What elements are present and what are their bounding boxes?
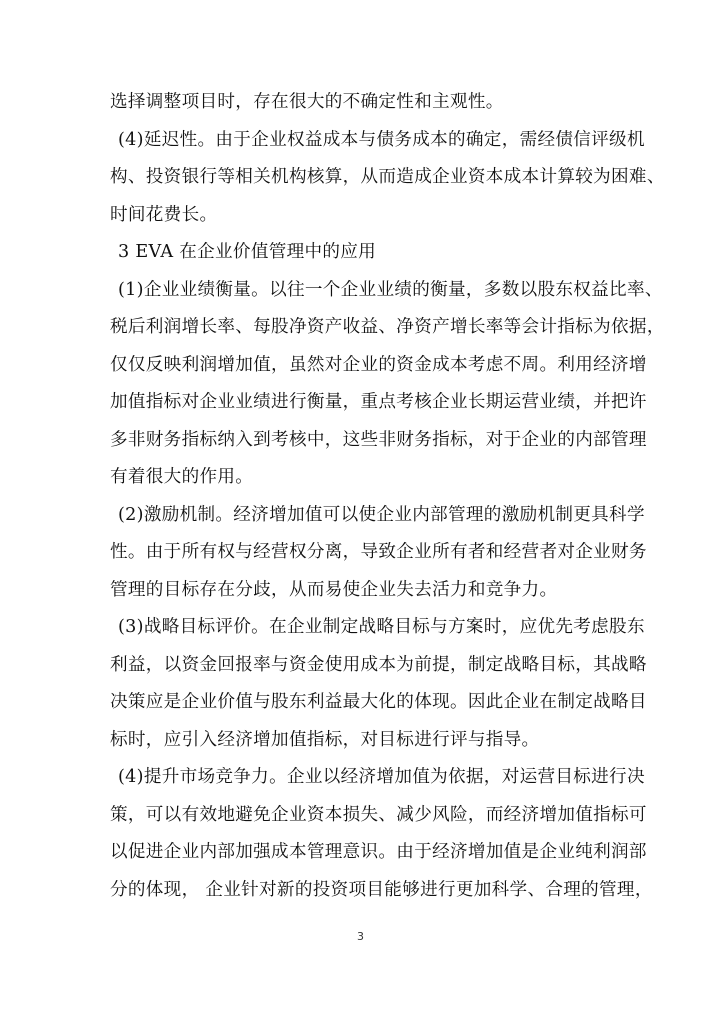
text-line: 分的体现， 企业针对新的投资项目能够进行更加科学、合理的管理， bbox=[110, 879, 653, 900]
text-line: 以促进企业内部加强成本管理意识。由于经济增加值是企业纯利润部 bbox=[110, 842, 647, 862]
text-line: 决策应是企业价值与股东利益最大化的体现。因此企业在制定战略目 bbox=[110, 692, 647, 712]
text-line: 时间花费长。 bbox=[110, 204, 218, 225]
text-line: (1)企业业绩衡量。以往一个企业业绩的衡量，多数以股东权益比率、 bbox=[118, 279, 663, 300]
text-line: 税后利润增长率、每股净资产收益、净资产增长率等会计指标为依据， bbox=[110, 317, 665, 337]
section-heading: 3 EVA 在企业价值管理中的应用 bbox=[118, 242, 377, 262]
text-line: 选择调整项目时，存在很大的不确定性和主观性。 bbox=[110, 92, 504, 112]
text-line: 标时，应引入经济增加值指标，对目标进行评与指导。 bbox=[110, 729, 540, 750]
text-line: 利益，以资金回报率与资金使用成本为前提，制定战略目标，其战略 bbox=[110, 654, 647, 675]
text-line: (4)延迟性。由于企业权益成本与债务成本的确定，需经债信评级机 bbox=[118, 129, 645, 150]
text-line: (4)提升市场竞争力。企业以经济增加值为依据，对运营目标进行决 bbox=[118, 767, 645, 787]
text-line: 管理的目标存在分歧，从而易使企业失去活力和竞争力。 bbox=[110, 579, 558, 600]
text-line: 策，可以有效地避免企业资本损失、减少风险，而经济增加值指标可 bbox=[110, 804, 647, 825]
page-number: 3 bbox=[357, 930, 364, 943]
text-line: (2)激励机制。经济增加值可以使企业内部管理的激励机制更具科学 bbox=[118, 504, 645, 525]
text-line: 性。由于所有权与经营权分离，导致企业所有者和经营者对企业财务 bbox=[110, 542, 647, 562]
text-line: 仅仅反映利润增加值，虽然对企业的资金成本考虑不周。利用经济增 bbox=[110, 354, 647, 375]
text-line: 加值指标对企业业绩进行衡量，重点考核企业长期运营业绩，并把许 bbox=[110, 392, 647, 412]
text-line: (3)战略目标评价。在企业制定战略目标与方案时，应优先考虑股东 bbox=[118, 617, 645, 637]
text-line: 多非财务指标纳入到考核中，这些非财务指标，对于企业的内部管理 bbox=[110, 429, 647, 450]
text-line: 有着很大的作用。 bbox=[110, 467, 254, 487]
body-text bbox=[110, 84, 665, 909]
text-line: 构、投资银行等相关机构核算，从而造成企业资本成本计算较为困难、 bbox=[110, 167, 665, 187]
